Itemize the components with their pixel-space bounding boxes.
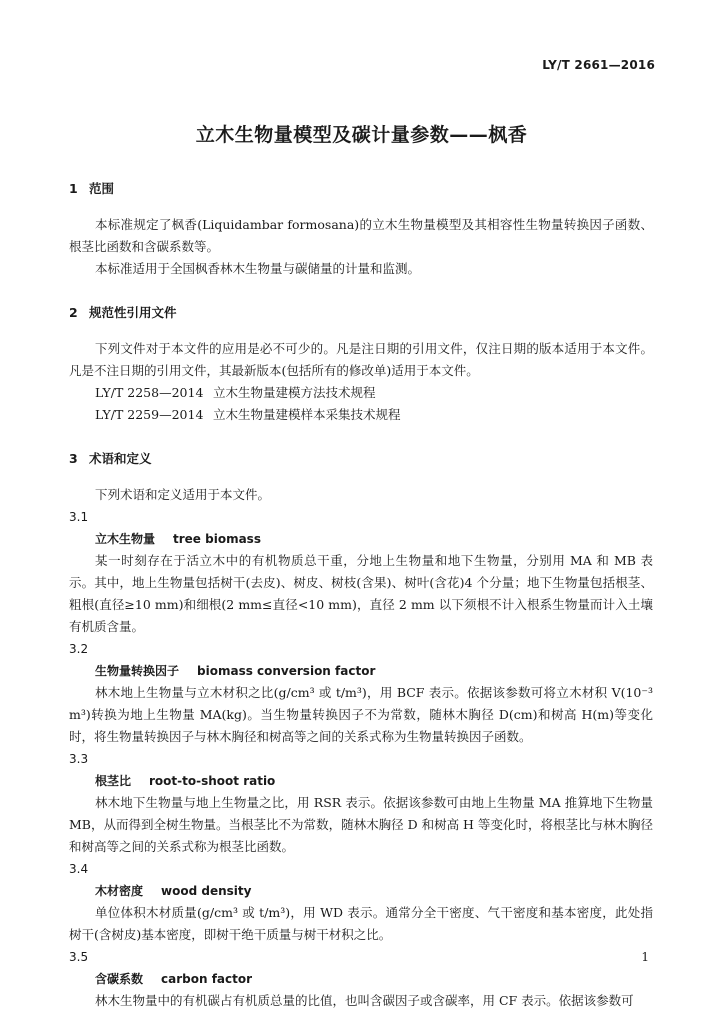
term-zh: 木材密度 bbox=[95, 884, 144, 898]
section-title: 规范性引用文件 bbox=[89, 305, 177, 320]
term-zh: 根茎比 bbox=[95, 774, 132, 788]
reference-item bbox=[69, 382, 653, 404]
section-number: 1 bbox=[69, 181, 78, 196]
standard-code: LY/T 2661—2016 bbox=[542, 58, 655, 72]
term-number: 3.3 bbox=[69, 752, 89, 766]
section-number: 3 bbox=[69, 451, 78, 466]
reference-code: LY/T 2258—2014 bbox=[95, 385, 204, 400]
term-definition: 某一时刻存在于活立木中的有机物质总干重，分地上生物量和地下生物量，分别用 MA 和 MB 表示。其中，地上生物量包括树干(去皮)、树皮、树枝(含果)、树叶(含花)4 个分量；地下生物量包括根茎、粗根(直径≥10 mm)和细根(2 mm≤直径<10 mm)，直径 2 mm 以下须根不计入根系生物量而计入土壤有机质含量。 bbox=[69, 553, 653, 634]
section-heading bbox=[69, 302, 653, 324]
reference-code: LY/T 2259—2014 bbox=[95, 407, 204, 422]
paragraph: 下列术语和定义适用于本文件。 bbox=[95, 487, 271, 502]
term-en: biomass conversion factor bbox=[197, 664, 376, 678]
paragraph: 本标准适用于全国枫香林木生物量与碳储量的计量和监测。 bbox=[95, 261, 421, 276]
term-heading bbox=[69, 880, 653, 902]
term-zh: 生物量转换因子 bbox=[95, 664, 180, 678]
reference-title: 立木生物量建模样本采集技术规程 bbox=[213, 407, 401, 422]
term-en: tree biomass bbox=[173, 532, 261, 546]
term-heading bbox=[69, 528, 653, 550]
term-definition: 林木地下生物量与地上生物量之比，用 RSR 表示。依据该参数可由地上生物量 MA 推算地下生物量 MB，从而得到全树生物量。当根茎比不为常数，随林木胸径 D 和树高 H 等变化时，将根茎比与林木胸径和树高等之间的关系式称为根茎比函数。 bbox=[69, 795, 653, 854]
term-en: wood density bbox=[161, 884, 252, 898]
reference-item bbox=[69, 404, 653, 426]
term-number: 3.1 bbox=[69, 510, 89, 524]
document-body bbox=[69, 178, 653, 1012]
term-number: 3.5 bbox=[69, 950, 89, 964]
term-en: carbon factor bbox=[161, 972, 253, 986]
section-title: 范围 bbox=[89, 181, 115, 196]
term-en: root-to-shoot ratio bbox=[149, 774, 276, 788]
term-number: 3.4 bbox=[69, 862, 89, 876]
page-number: 1 bbox=[641, 950, 649, 964]
term-definition: 林木生物量中的有机碳占有机质总量的比值，也叫含碳因子或含碳率，用 CF 表示。依据该参数可 bbox=[95, 993, 634, 1008]
paragraph: 本标准规定了枫香(Liquidambar formosana)的立木生物量模型及其相容性生物量转换因子函数、根茎比函数和含碳系数等。 bbox=[69, 217, 653, 254]
document-title: 立木生物量模型及碳计量参数——枫香 bbox=[195, 124, 528, 146]
term-number: 3.2 bbox=[69, 642, 89, 656]
section-heading bbox=[69, 178, 653, 200]
term-heading bbox=[69, 660, 653, 682]
reference-title: 立木生物量建模方法技术规程 bbox=[213, 385, 376, 400]
section-title: 术语和定义 bbox=[89, 451, 152, 466]
section-heading bbox=[69, 448, 653, 470]
term-heading bbox=[69, 968, 653, 990]
term-definition: 林木地上生物量与立木材积之比(g/cm³ 或 t/m³)，用 BCF 表示。依据该参数可将立木材积 V(10⁻³ m³)转换为地上生物量 MA(kg)。当生物量转换因子不为常数，随林木胸径 D(cm)和树高 H(m)等变化时，将生物量转换因子与林木胸径和树高等之间的关系式称为生物量转换因子函数。 bbox=[69, 685, 653, 744]
paragraph: 下列文件对于本文件的应用是必不可少的。凡是注日期的引用文件，仅注日期的版本适用于本文件。凡是不注日期的引用文件，其最新版本(包括所有的修改单)适用于本文件。 bbox=[69, 341, 653, 378]
term-definition: 单位体积木材质量(g/cm³ 或 t/m³)，用 WD 表示。通常分全干密度、气干密度和基本密度，此处指树干(含树皮)基本密度，即树干绝干质量与树干材积之比。 bbox=[69, 905, 653, 942]
term-heading bbox=[69, 770, 653, 792]
term-zh: 含碳系数 bbox=[95, 972, 144, 986]
section-number: 2 bbox=[69, 305, 78, 320]
term-zh: 立木生物量 bbox=[95, 532, 156, 546]
